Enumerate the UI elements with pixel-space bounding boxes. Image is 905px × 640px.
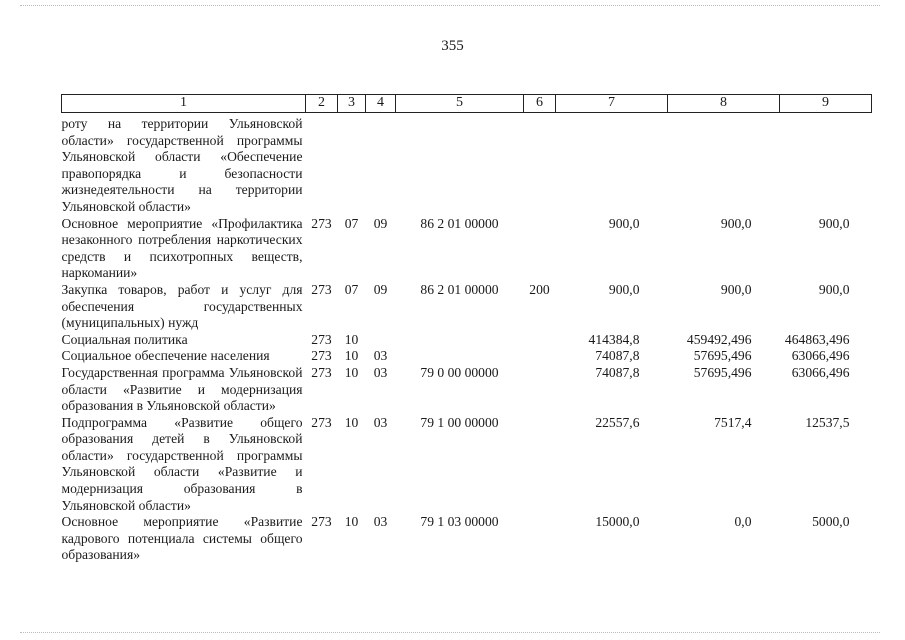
row-name: Закупка товаров, работ и услуг для обеспечения государственных (муниципальных) нужд xyxy=(61,281,303,331)
row-col4: 03 xyxy=(373,348,388,364)
row-col3 xyxy=(338,113,366,216)
row-value-9: 63066,496 xyxy=(791,348,850,364)
row-col3: 10 xyxy=(344,514,359,530)
row-col5: 79 0 00 00000 xyxy=(420,364,499,380)
row-value-7: 74087,8 xyxy=(595,348,640,364)
row-name: Основное мероприятие «Развитие кадрового потенциала системы общего образования» xyxy=(61,514,303,563)
budget-table xyxy=(61,94,872,564)
scan-edge-top xyxy=(20,5,880,7)
row-name: Государственная программа Ульяновской области «Развитие и модернизация образования в Ульяновской области» xyxy=(61,364,303,414)
row-col4: 09 xyxy=(373,215,388,231)
row-col6 xyxy=(524,332,556,349)
table-row xyxy=(62,365,872,415)
row-col4 xyxy=(366,113,396,216)
table-row xyxy=(62,415,872,515)
row-col3: 10 xyxy=(344,414,359,430)
row-col6 xyxy=(524,365,556,415)
row-value-7: 22557,6 xyxy=(595,414,640,430)
col-header-1: 1 xyxy=(62,95,306,113)
row-value-8: 900,0 xyxy=(720,215,752,231)
row-col5: 79 1 00 00000 xyxy=(420,414,499,430)
row-value-7: 900,0 xyxy=(608,281,640,297)
row-col6 xyxy=(524,113,556,216)
table-row xyxy=(62,348,872,365)
row-value-9: 5000,0 xyxy=(812,514,850,530)
col-header-6: 6 xyxy=(524,95,556,113)
row-col6 xyxy=(524,514,556,564)
column-number-header xyxy=(62,95,872,113)
row-value-7: 74087,8 xyxy=(595,364,640,380)
row-name: Социальная политика xyxy=(61,331,188,347)
scan-edge-bottom xyxy=(20,632,880,634)
row-col5 xyxy=(396,113,524,216)
row-col6 xyxy=(524,216,556,282)
row-col2: 273 xyxy=(311,331,332,347)
row-value-9: 12537,5 xyxy=(805,414,850,430)
row-col4 xyxy=(366,332,396,349)
col-header-9: 9 xyxy=(780,95,872,113)
table-row xyxy=(62,332,872,349)
row-value-9: 900,0 xyxy=(818,215,850,231)
page-number: 355 xyxy=(441,38,464,54)
row-col4: 09 xyxy=(373,281,388,297)
row-col5: 79 1 03 00000 xyxy=(420,514,499,530)
row-name: роту на территории Ульяновской области» государственной программы Ульяновской области «Обеспечение правопорядка и безопасности жизнедеятельности на территории Ульяновской области» xyxy=(61,116,303,214)
row-col5: 86 2 01 00000 xyxy=(420,281,499,297)
col-header-2: 2 xyxy=(306,95,338,113)
row-value-9: 464863,496 xyxy=(784,331,850,347)
row-col2: 273 xyxy=(311,348,332,364)
row-col5 xyxy=(396,332,524,349)
table-row xyxy=(62,514,872,564)
row-value-8: 57695,496 xyxy=(693,364,752,380)
row-col2 xyxy=(306,113,338,216)
row-col4: 03 xyxy=(373,414,388,430)
row-value-7: 15000,0 xyxy=(595,514,640,530)
row-col6 xyxy=(524,348,556,365)
col-header-4: 4 xyxy=(366,95,396,113)
row-col5: 86 2 01 00000 xyxy=(420,215,499,231)
row-value-9 xyxy=(780,113,872,216)
row-value-8 xyxy=(668,113,780,216)
row-col5 xyxy=(396,348,524,365)
row-col2: 273 xyxy=(311,514,332,530)
table-row xyxy=(62,113,872,216)
col-header-7: 7 xyxy=(556,95,668,113)
row-name: Основное мероприятие «Профилактика незаконного потребления наркотических средств и психотропных веществ, наркомании» xyxy=(61,215,303,281)
row-value-9: 63066,496 xyxy=(791,364,850,380)
row-col2: 273 xyxy=(311,215,332,231)
row-col6: 200 xyxy=(529,281,550,297)
row-value-8: 459492,496 xyxy=(686,331,752,347)
row-col3: 10 xyxy=(344,331,359,347)
row-name: Подпрограмма «Развитие общего образования детей в Ульяновской области» государственной программы Ульяновской области «Развитие и модернизация образования в Ульяновской области» xyxy=(61,414,303,513)
col-header-3: 3 xyxy=(338,95,366,113)
col-header-8: 8 xyxy=(668,95,780,113)
row-col2: 273 xyxy=(311,281,332,297)
row-col6 xyxy=(524,415,556,515)
table-row xyxy=(62,216,872,282)
row-value-8: 900,0 xyxy=(720,281,752,297)
col-header-5: 5 xyxy=(396,95,524,113)
row-name: Социальное обеспечение населения xyxy=(61,348,270,364)
row-value-7 xyxy=(556,113,668,216)
row-col2: 273 xyxy=(311,414,332,430)
table-row xyxy=(62,282,872,332)
row-col3: 07 xyxy=(344,281,359,297)
row-col4: 03 xyxy=(373,514,388,530)
row-col3: 07 xyxy=(344,215,359,231)
row-col4: 03 xyxy=(373,364,388,380)
row-value-9: 900,0 xyxy=(818,281,850,297)
row-value-8: 57695,496 xyxy=(693,348,752,364)
row-col2: 273 xyxy=(311,364,332,380)
row-value-7: 900,0 xyxy=(608,215,640,231)
row-value-8: 0,0 xyxy=(734,514,752,530)
row-col3: 10 xyxy=(344,348,359,364)
row-value-7: 414384,8 xyxy=(588,331,640,347)
row-value-8: 7517,4 xyxy=(714,414,752,430)
row-col3: 10 xyxy=(344,364,359,380)
